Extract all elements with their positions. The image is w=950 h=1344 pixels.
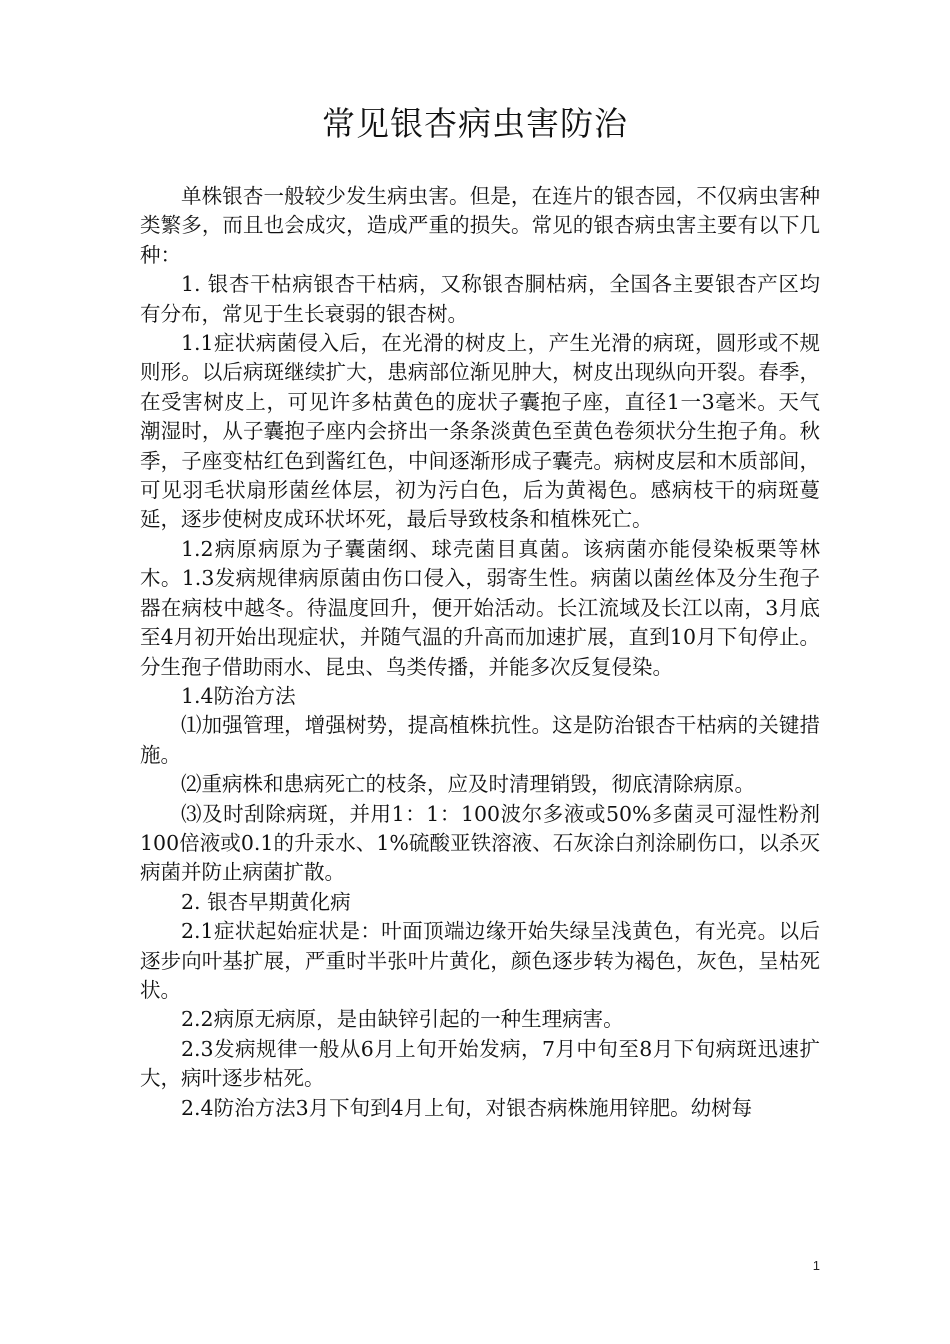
- paragraph: ⑵重病株和患病死亡的枝条，应及时清理销毁，彻底清除病原。: [181, 772, 755, 797]
- paragraph: 2.4防治方法3月下旬到4月上旬，对银杏病株施用锌肥。幼树每: [181, 1095, 753, 1120]
- paragraph: 1.4防治方法: [181, 683, 296, 708]
- paragraph: 2.3发病规律一般从6月上旬开始发病，7月中旬至8月下旬病斑迅速扩大，病叶逐步枯死。: [140, 1036, 820, 1091]
- document-title: 常见银杏病虫害防治: [322, 104, 628, 143]
- paragraph: 2. 银杏早期黄化病: [181, 889, 351, 914]
- paragraph: ⑶及时刮除病斑，并用1：1：100波尔多液或50%多菌灵可湿性粉剂100倍液或0.1的升汞水、1%硫酸亚铁溶液、石灰涂白剂涂刷伤口，以杀灭病菌并防止病菌扩散。: [140, 801, 820, 885]
- paragraph: 2.1症状起始症状是：叶面顶端边缘开始失绿呈浅黄色，有光亮。以后逐步向叶基扩展，严重时半张叶片黄化，颜色逐步转为褐色，灰色，呈枯死状。: [140, 919, 820, 1002]
- paragraph: 1. 银杏干枯病银杏干枯病，又称银杏胴枯病，全国各主要银杏产区均有分布，常见于生长衰弱的银杏树。: [140, 272, 820, 326]
- paragraph: 1.2病原病原为子囊菌纲、球壳菌目真菌。该病菌亦能侵染板栗等林木。1.3发病规律病原菌由伤口侵入，弱寄生性。病菌以菌丝体及分生孢子器在病枝中越冬。待温度回升，便开始活动。长江流域及长江以南，3月底至4月初开始出现症状，并随气温的升高而加速扩展，直到10月下旬停止。分生孢子借助雨水、昆虫、鸟类传播，并能多次反复侵染。: [140, 536, 820, 679]
- paragraph: ⑴加强管理，增强树势，提高植株抗性。这是防治银杏干枯病的关键措施。: [140, 713, 820, 767]
- paragraph: 单株银杏一般较少发生病虫害。但是，在连片的银杏园，不仅病虫害种类繁多，而且也会成灾，造成严重的损失。常见的银杏病虫害主要有以下几种：: [140, 184, 820, 267]
- page-number: 1: [812, 1258, 820, 1273]
- document-body: [140, 182, 820, 1123]
- paragraph: 2.2病原无病原，是由缺锌引起的一种生理病害。: [181, 1007, 624, 1032]
- paragraph: 1.1症状病菌侵入后，在光滑的树皮上，产生光滑的病斑，圆形或不规则形。以后病斑继续扩大，患病部位渐见肿大，树皮出现纵向开裂。春季，在受害树皮上，可见许多枯黄色的庞状子囊抱子座，直径1一3毫米。天气潮湿时，从子囊抱子座内会挤出一条条淡黄色至黄色卷须状分生抱子角。秋季，子座变枯红色到酱红色，中间逐渐形成子囊壳。病树皮层和木质部间，可见羽毛状扇形菌丝体层，初为污白色，后为黄褐色。感病枝干的病斑蔓延，逐步使树皮成环状坏死，最后导致枝条和植株死亡。: [140, 331, 820, 532]
